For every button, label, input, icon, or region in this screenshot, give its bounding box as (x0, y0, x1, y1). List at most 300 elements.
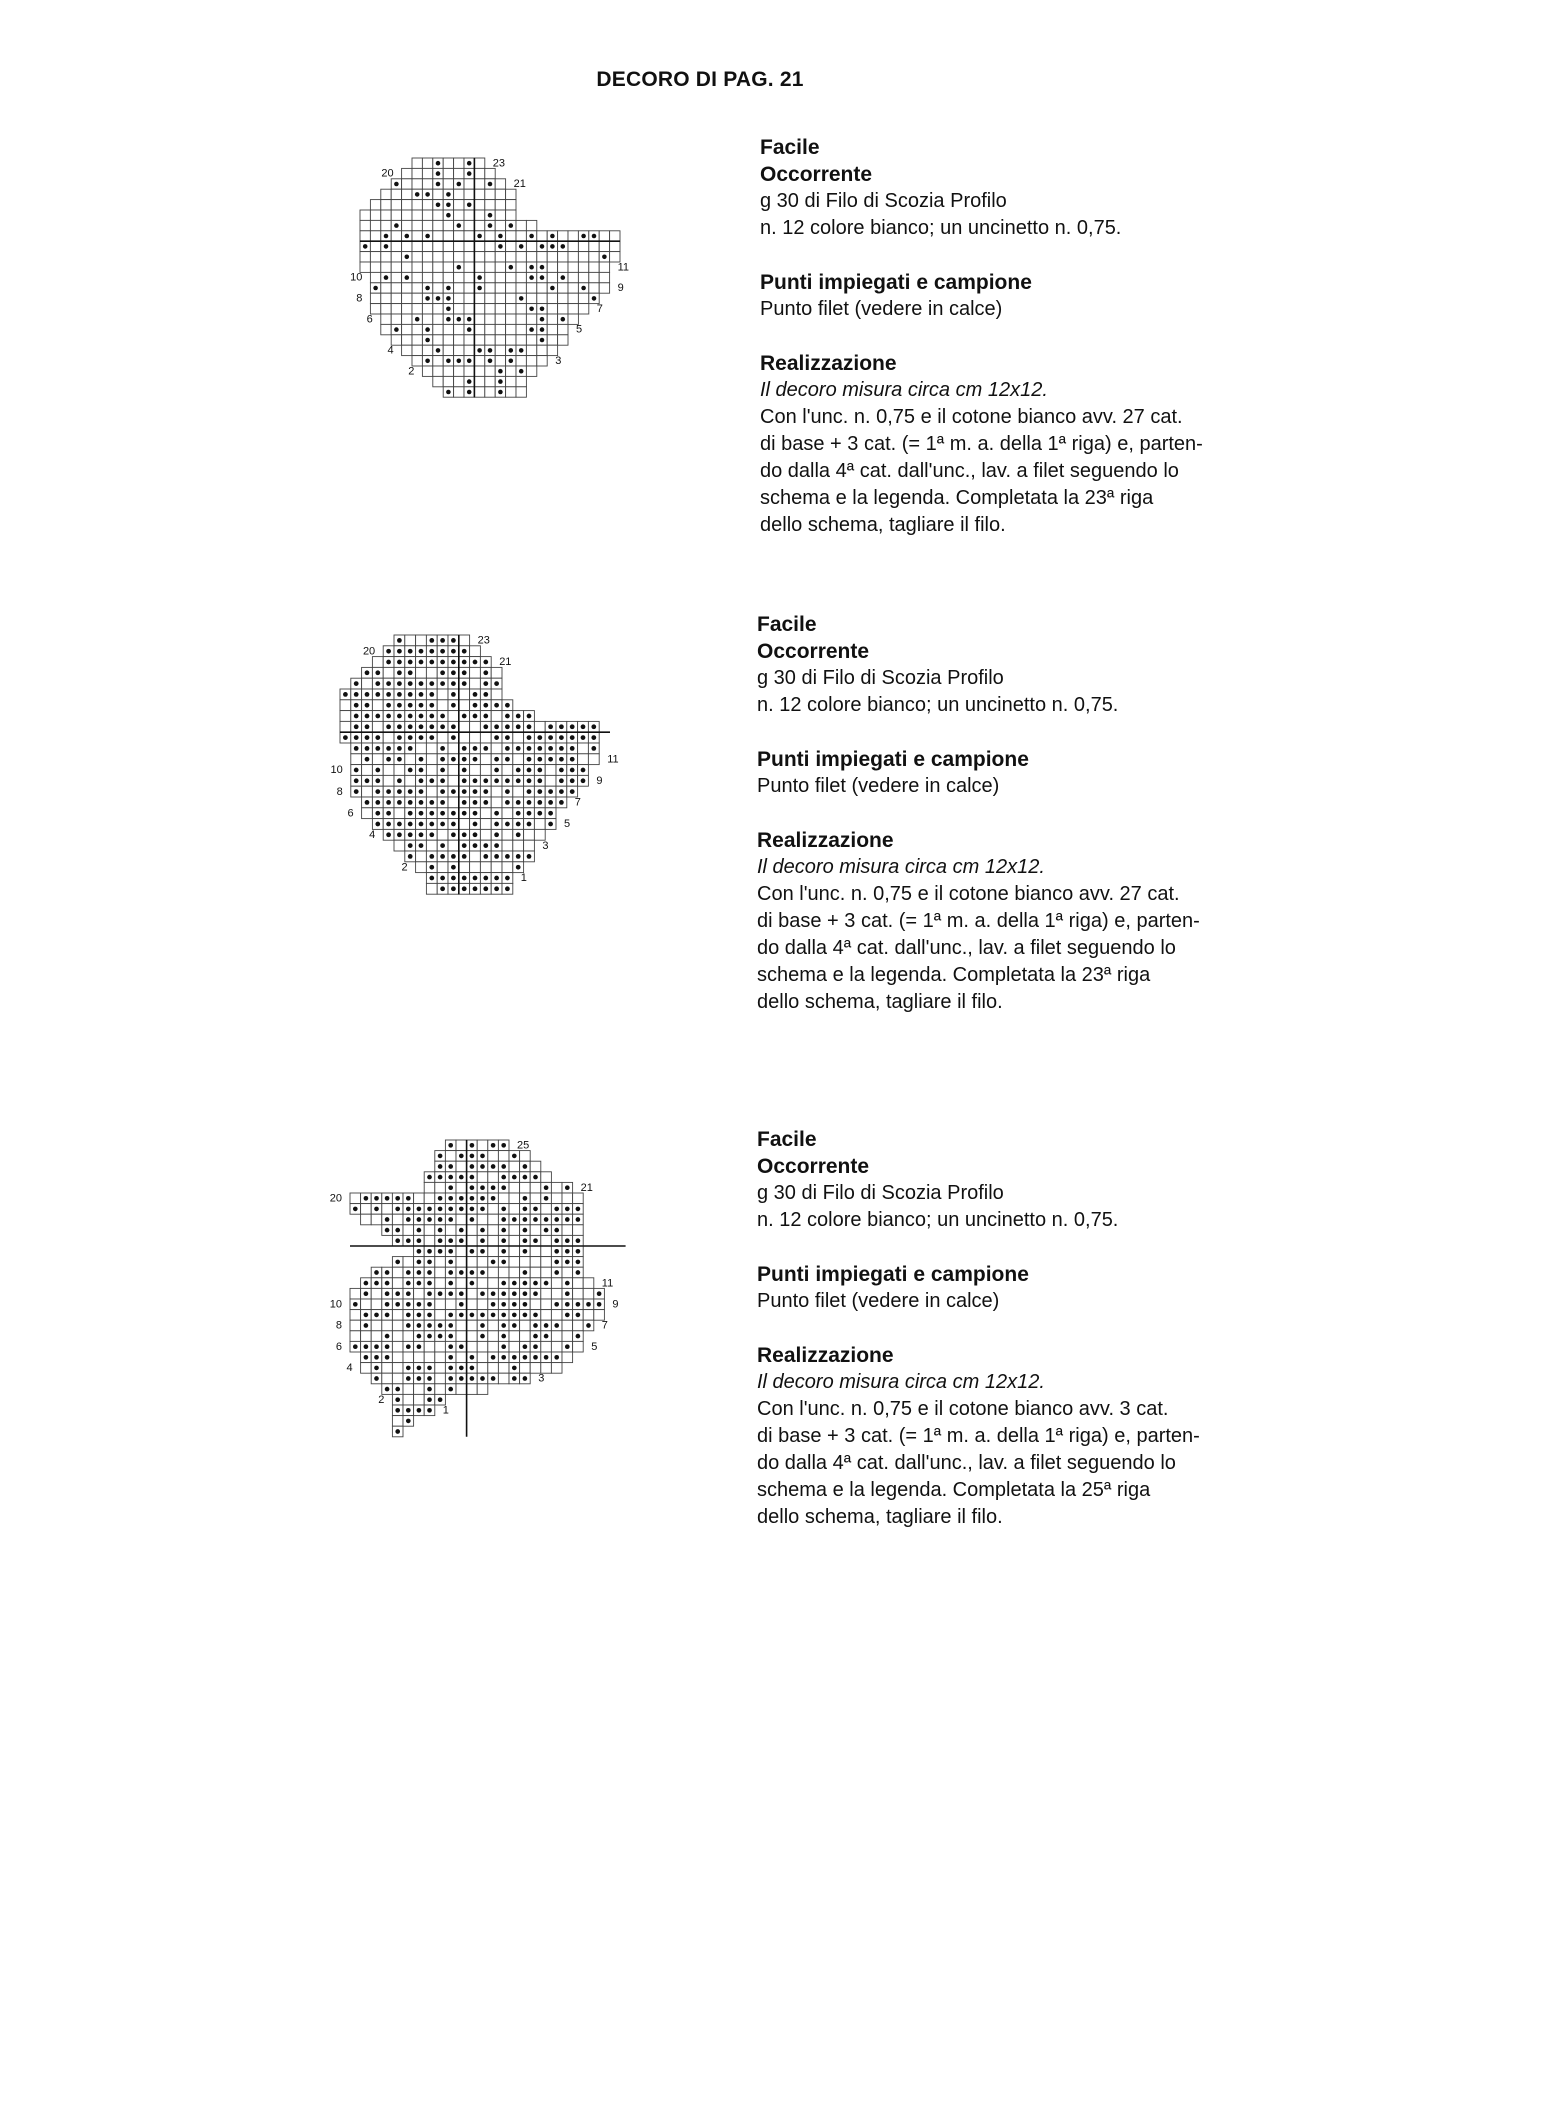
filled-mesh-dot (559, 789, 564, 794)
chart-cell (537, 356, 547, 366)
filled-mesh-dot (550, 234, 555, 239)
chart-cell (502, 862, 513, 873)
filled-mesh-dot (473, 714, 478, 719)
chart-cell (506, 304, 516, 314)
chart-cell (383, 732, 394, 743)
chart-cell (551, 1278, 562, 1289)
filled-mesh-dot (470, 1185, 475, 1190)
filled-mesh-dot (408, 703, 413, 708)
chart-cell (435, 1278, 446, 1289)
filled-mesh-dot (436, 348, 441, 353)
chart-cell (488, 1331, 499, 1342)
chart-cell (491, 689, 502, 700)
chart-cell (454, 210, 464, 220)
chart-cell (513, 840, 524, 851)
chart-cell (392, 1278, 403, 1289)
chart-cell (495, 345, 505, 355)
chart-cell (443, 262, 453, 272)
filled-mesh-dot (491, 1355, 496, 1360)
filled-mesh-dot (374, 1376, 379, 1381)
chart-cell (456, 1320, 467, 1331)
chart-cell (416, 635, 427, 646)
filled-mesh-dot (438, 1291, 443, 1296)
filled-mesh-dot (386, 746, 391, 751)
filled-mesh-dot (505, 735, 510, 740)
chart-cell (402, 314, 412, 324)
chart-cell (480, 829, 491, 840)
filled-mesh-dot (527, 789, 532, 794)
chart-cell (495, 304, 505, 314)
filled-mesh-dot (537, 800, 542, 805)
row-number-label: 21 (580, 1181, 593, 1194)
chart-cell (454, 272, 464, 282)
chart-cell (495, 272, 505, 282)
chart-cell (361, 1204, 372, 1215)
chart-cell (526, 345, 536, 355)
filled-mesh-dot (354, 789, 359, 794)
filled-mesh-dot (448, 1185, 453, 1190)
filled-mesh-dot (491, 1260, 496, 1265)
filled-mesh-dot (512, 1355, 517, 1360)
filled-mesh-dot (467, 359, 472, 364)
filled-mesh-dot (417, 1344, 422, 1349)
chart-cell (391, 241, 401, 251)
filled-mesh-dot (462, 789, 467, 794)
chart-cell (372, 754, 383, 765)
chart-cell (516, 272, 526, 282)
filled-mesh-dot (527, 854, 532, 859)
filled-mesh-dot (540, 275, 545, 280)
filled-mesh-dot (516, 746, 521, 751)
filled-mesh-dot (427, 1323, 432, 1328)
chart-cell (403, 1352, 414, 1363)
filled-mesh-dot (548, 724, 553, 729)
chart-cell (443, 179, 453, 189)
chart-cell (583, 1288, 594, 1299)
filled-mesh-dot (512, 1291, 517, 1296)
filled-mesh-dot (459, 1344, 464, 1349)
chart-cell (414, 1193, 425, 1204)
filled-mesh-dot (459, 1154, 464, 1159)
chart-cell (350, 1320, 361, 1331)
chart-cell (551, 1288, 562, 1299)
filled-mesh-dot (473, 660, 478, 665)
filled-mesh-dot (462, 681, 467, 686)
chart-cell (382, 1363, 393, 1374)
chart-cell (412, 293, 422, 303)
filled-mesh-dot (406, 1302, 411, 1307)
filled-mesh-dot (512, 1217, 517, 1222)
filled-mesh-dot (501, 1185, 506, 1190)
filled-mesh-dot (386, 822, 391, 827)
chart-cell (480, 765, 491, 776)
chart-cell (589, 272, 599, 282)
chart-cell (402, 241, 412, 251)
page-title: DECORO DI PAG. 21 (596, 68, 804, 91)
chart-cell (370, 231, 380, 241)
filled-mesh-dot (457, 317, 462, 322)
chart-cell (551, 1341, 562, 1352)
chart-cell (541, 1246, 552, 1257)
chart-cell (454, 387, 464, 397)
filled-mesh-dot (394, 182, 399, 187)
chart-cell (416, 743, 427, 754)
filled-mesh-dot (419, 789, 424, 794)
chart-cell (506, 314, 516, 324)
chart-cell (541, 1204, 552, 1215)
filet-chart-3 (310, 1130, 670, 1440)
chart-cell (464, 231, 474, 241)
chart-cell (382, 1320, 393, 1331)
filled-mesh-dot (425, 296, 430, 301)
row-number-label: 8 (336, 785, 343, 798)
filled-mesh-dot (408, 681, 413, 686)
filled-mesh-dot (419, 757, 424, 762)
chart-cell (509, 1267, 520, 1278)
filled-mesh-dot (501, 1217, 506, 1222)
materials-line: g 30 di Filo di Scozia Profilo (757, 1182, 1004, 1204)
filled-mesh-dot (576, 1270, 581, 1275)
chart-cell (578, 262, 588, 272)
filled-mesh-dot (459, 1302, 464, 1307)
row-number-label: 10 (350, 271, 363, 284)
filled-mesh-dot (386, 714, 391, 719)
chart-cell (340, 711, 351, 722)
filled-mesh-dot (419, 811, 424, 816)
chart-cell (526, 283, 536, 293)
filled-mesh-dot (429, 649, 434, 654)
filled-mesh-dot (473, 703, 478, 708)
chart-cell (474, 376, 484, 386)
chart-cell (568, 283, 578, 293)
filled-mesh-dot (408, 789, 413, 794)
filled-mesh-dot (397, 735, 402, 740)
chart-cell (506, 272, 516, 282)
chart-cell (578, 252, 588, 262)
filled-mesh-dot (501, 1344, 506, 1349)
chart-cell (516, 283, 526, 293)
filled-mesh-dot (554, 1249, 559, 1254)
chart-cell (350, 1288, 361, 1299)
row-number-label: 23 (477, 634, 490, 647)
filled-mesh-dot (440, 681, 445, 686)
filled-mesh-dot (448, 1387, 453, 1392)
chart-cell (541, 1310, 552, 1321)
chart-cell (370, 210, 380, 220)
filled-mesh-dot (523, 1355, 528, 1360)
chart-cell (541, 1299, 552, 1310)
filled-mesh-dot (459, 1238, 464, 1243)
chart-cell (392, 1331, 403, 1342)
filled-mesh-dot (386, 649, 391, 654)
chart-cell (412, 283, 422, 293)
filled-mesh-dot (451, 876, 456, 881)
filled-mesh-dot (406, 1238, 411, 1243)
chart-cell (495, 283, 505, 293)
filled-mesh-dot (473, 822, 478, 827)
filled-mesh-dot (408, 768, 413, 773)
chart-cell (391, 304, 401, 314)
chart-cell (470, 721, 481, 732)
chart-cell (412, 200, 422, 210)
filled-mesh-dot (385, 1217, 390, 1222)
chart-cell (488, 1341, 499, 1352)
stitches-text: Punto filet (vedere in calce) (757, 775, 1000, 797)
chart-cell (454, 345, 464, 355)
chart-cell (414, 1384, 425, 1395)
row-number-label: 6 (347, 807, 354, 820)
row-number-label: 10 (329, 1298, 342, 1311)
chart-cell (448, 765, 459, 776)
chart-cell (433, 241, 443, 251)
chart-cell (412, 220, 422, 230)
chart-cell (498, 1373, 509, 1384)
filled-mesh-dot (592, 296, 597, 301)
filled-mesh-dot (554, 1260, 559, 1265)
chart-cell (599, 241, 609, 251)
chart-cell (464, 262, 474, 272)
chart-cell (402, 220, 412, 230)
filled-mesh-dot (385, 1387, 390, 1392)
chart-cell (459, 862, 470, 873)
chart-cell (433, 231, 443, 241)
filled-mesh-dot (427, 1217, 432, 1222)
chart-cell (371, 1214, 382, 1225)
filled-mesh-dot (459, 1196, 464, 1201)
chart-cell (464, 241, 474, 251)
chart-cell (362, 765, 373, 776)
filled-mesh-dot (417, 1302, 422, 1307)
chart-cell (534, 721, 545, 732)
chart-cell (547, 314, 557, 324)
chart-cell (589, 241, 599, 251)
chart-cell (516, 387, 526, 397)
filled-mesh-dot (429, 638, 434, 643)
filled-mesh-dot (365, 724, 370, 729)
filled-mesh-dot (498, 390, 503, 395)
chart-cell (412, 210, 422, 220)
chart-cell (477, 1384, 488, 1395)
filled-mesh-dot (527, 735, 532, 740)
chart-cell (474, 168, 484, 178)
filled-mesh-dot (406, 1366, 411, 1371)
row-number-label: 11 (601, 1277, 614, 1290)
chart-cell (412, 168, 422, 178)
chart-cell (391, 189, 401, 199)
chart-cell (485, 252, 495, 262)
filled-mesh-dot (470, 1217, 475, 1222)
chart-cell (416, 851, 427, 862)
chart-cell (445, 1299, 456, 1310)
filled-mesh-dot (488, 359, 493, 364)
filled-mesh-dot (446, 286, 451, 291)
chart-cell (381, 293, 391, 303)
filled-mesh-dot (429, 811, 434, 816)
filled-mesh-dot (427, 1281, 432, 1286)
chart-cell (506, 189, 516, 199)
chart-cell (558, 324, 568, 334)
filled-mesh-dot (523, 1302, 528, 1307)
chart-cell (459, 732, 470, 743)
filled-mesh-dot (462, 768, 467, 773)
chart-cell (547, 304, 557, 314)
filled-mesh-dot (438, 1196, 443, 1201)
instructions-intro: Il decoro misura circa cm 12x12. (757, 1371, 1045, 1393)
chart-cell (526, 220, 536, 230)
chart-cell (509, 1246, 520, 1257)
chart-cell (403, 1225, 414, 1236)
filled-mesh-dot (438, 1323, 443, 1328)
filled-mesh-dot (483, 886, 488, 891)
filled-mesh-dot (498, 234, 503, 239)
chart-cell (526, 366, 536, 376)
filled-mesh-dot (419, 681, 424, 686)
filled-mesh-dot (544, 1323, 549, 1328)
filled-mesh-dot (429, 800, 434, 805)
filled-mesh-dot (397, 649, 402, 654)
chart-cell (537, 283, 547, 293)
chart-cell (506, 366, 516, 376)
pattern-2-text (757, 611, 1297, 1016)
row-number-label: 4 (387, 344, 394, 357)
filled-mesh-dot (559, 746, 564, 751)
filled-mesh-dot (516, 724, 521, 729)
filled-mesh-dot (354, 724, 359, 729)
chart-cell (424, 1225, 435, 1236)
filled-mesh-dot (429, 735, 434, 740)
filled-mesh-dot (364, 1281, 369, 1286)
chart-cell (485, 376, 495, 386)
chart-cell (422, 262, 432, 272)
filled-mesh-dot (427, 1175, 432, 1180)
chart-cell (485, 324, 495, 334)
filled-mesh-dot (512, 1376, 517, 1381)
chart-cell (491, 667, 502, 678)
chart-cell (443, 272, 453, 282)
filled-mesh-dot (533, 1323, 538, 1328)
chart-cell (403, 1384, 414, 1395)
filled-mesh-dot (406, 1291, 411, 1296)
chart-cell (422, 252, 432, 262)
chart-cell (506, 283, 516, 293)
filled-mesh-dot (494, 811, 499, 816)
chart-cell (599, 283, 609, 293)
filled-mesh-dot (429, 822, 434, 827)
filled-mesh-dot (417, 1238, 422, 1243)
chart-cell (578, 272, 588, 282)
chart-cell (370, 200, 380, 210)
filled-mesh-dot (429, 876, 434, 881)
chart-cell (495, 356, 505, 366)
chart-cell (360, 210, 370, 220)
chart-cell (424, 1182, 435, 1193)
filled-mesh-dot (440, 660, 445, 665)
chart-cell (467, 1331, 478, 1342)
chart-cell (464, 220, 474, 230)
filled-mesh-dot (470, 1281, 475, 1286)
chart-cell (433, 189, 443, 199)
chart-cell (433, 376, 443, 386)
filled-mesh-dot (467, 171, 472, 176)
chart-cell (422, 200, 432, 210)
filled-mesh-dot (440, 811, 445, 816)
filled-mesh-dot (440, 778, 445, 783)
filled-mesh-dot (494, 757, 499, 762)
chart-cell (578, 293, 588, 303)
filled-mesh-dot (425, 327, 430, 332)
filled-mesh-dot (527, 757, 532, 762)
filled-mesh-dot (565, 1249, 570, 1254)
chart-cell (537, 231, 547, 241)
chart-cell (443, 345, 453, 355)
chart-cell (426, 743, 437, 754)
chart-cell (381, 324, 391, 334)
filled-mesh-dot (417, 1260, 422, 1265)
chart-cell (470, 851, 481, 862)
filled-mesh-dot (519, 369, 524, 374)
chart-cell (392, 1320, 403, 1331)
chart-cell (402, 283, 412, 293)
chart-cell (351, 754, 362, 765)
chart-cell (562, 1320, 573, 1331)
filled-mesh-dot (397, 714, 402, 719)
filled-mesh-dot (586, 1302, 591, 1307)
chart-cell (568, 262, 578, 272)
filled-mesh-dot (483, 778, 488, 783)
filled-mesh-dot (519, 296, 524, 301)
filled-mesh-dot (451, 865, 456, 870)
chart-cell (474, 324, 484, 334)
filled-mesh-dot (523, 1291, 528, 1296)
filled-mesh-dot (480, 1323, 485, 1328)
chart-cell (381, 304, 391, 314)
chart-cell (456, 1331, 467, 1342)
filled-mesh-dot (494, 724, 499, 729)
filled-mesh-dot (354, 768, 359, 773)
filled-mesh-dot (470, 1355, 475, 1360)
chart-cell (547, 272, 557, 282)
chart-cell (506, 387, 516, 397)
chart-cell (534, 819, 545, 830)
chart-cell (530, 1363, 541, 1374)
chart-cell (391, 272, 401, 282)
filled-mesh-dot (491, 1164, 496, 1169)
filled-mesh-dot (561, 275, 566, 280)
filled-mesh-dot (408, 660, 413, 665)
chart-cell (495, 293, 505, 303)
chart-cell (573, 1341, 584, 1352)
chart-cell (392, 1214, 403, 1225)
filled-mesh-dot (537, 789, 542, 794)
chart-cell (412, 231, 422, 241)
chart-cell (454, 324, 464, 334)
chart-cell (435, 1182, 446, 1193)
chart-cell (488, 1235, 499, 1246)
filled-mesh-dot (462, 886, 467, 891)
chart-cell (547, 335, 557, 345)
chart-cell (485, 189, 495, 199)
chart-cell (526, 293, 536, 303)
chart-cell (464, 283, 474, 293)
chart-cell (474, 314, 484, 324)
filled-mesh-dot (448, 1291, 453, 1296)
filled-mesh-dot (519, 348, 524, 353)
chart-cell (422, 366, 432, 376)
filled-mesh-dot (459, 1175, 464, 1180)
chart-cell (424, 1352, 435, 1363)
filled-mesh-dot (592, 234, 597, 239)
chart-cell (382, 1204, 393, 1215)
